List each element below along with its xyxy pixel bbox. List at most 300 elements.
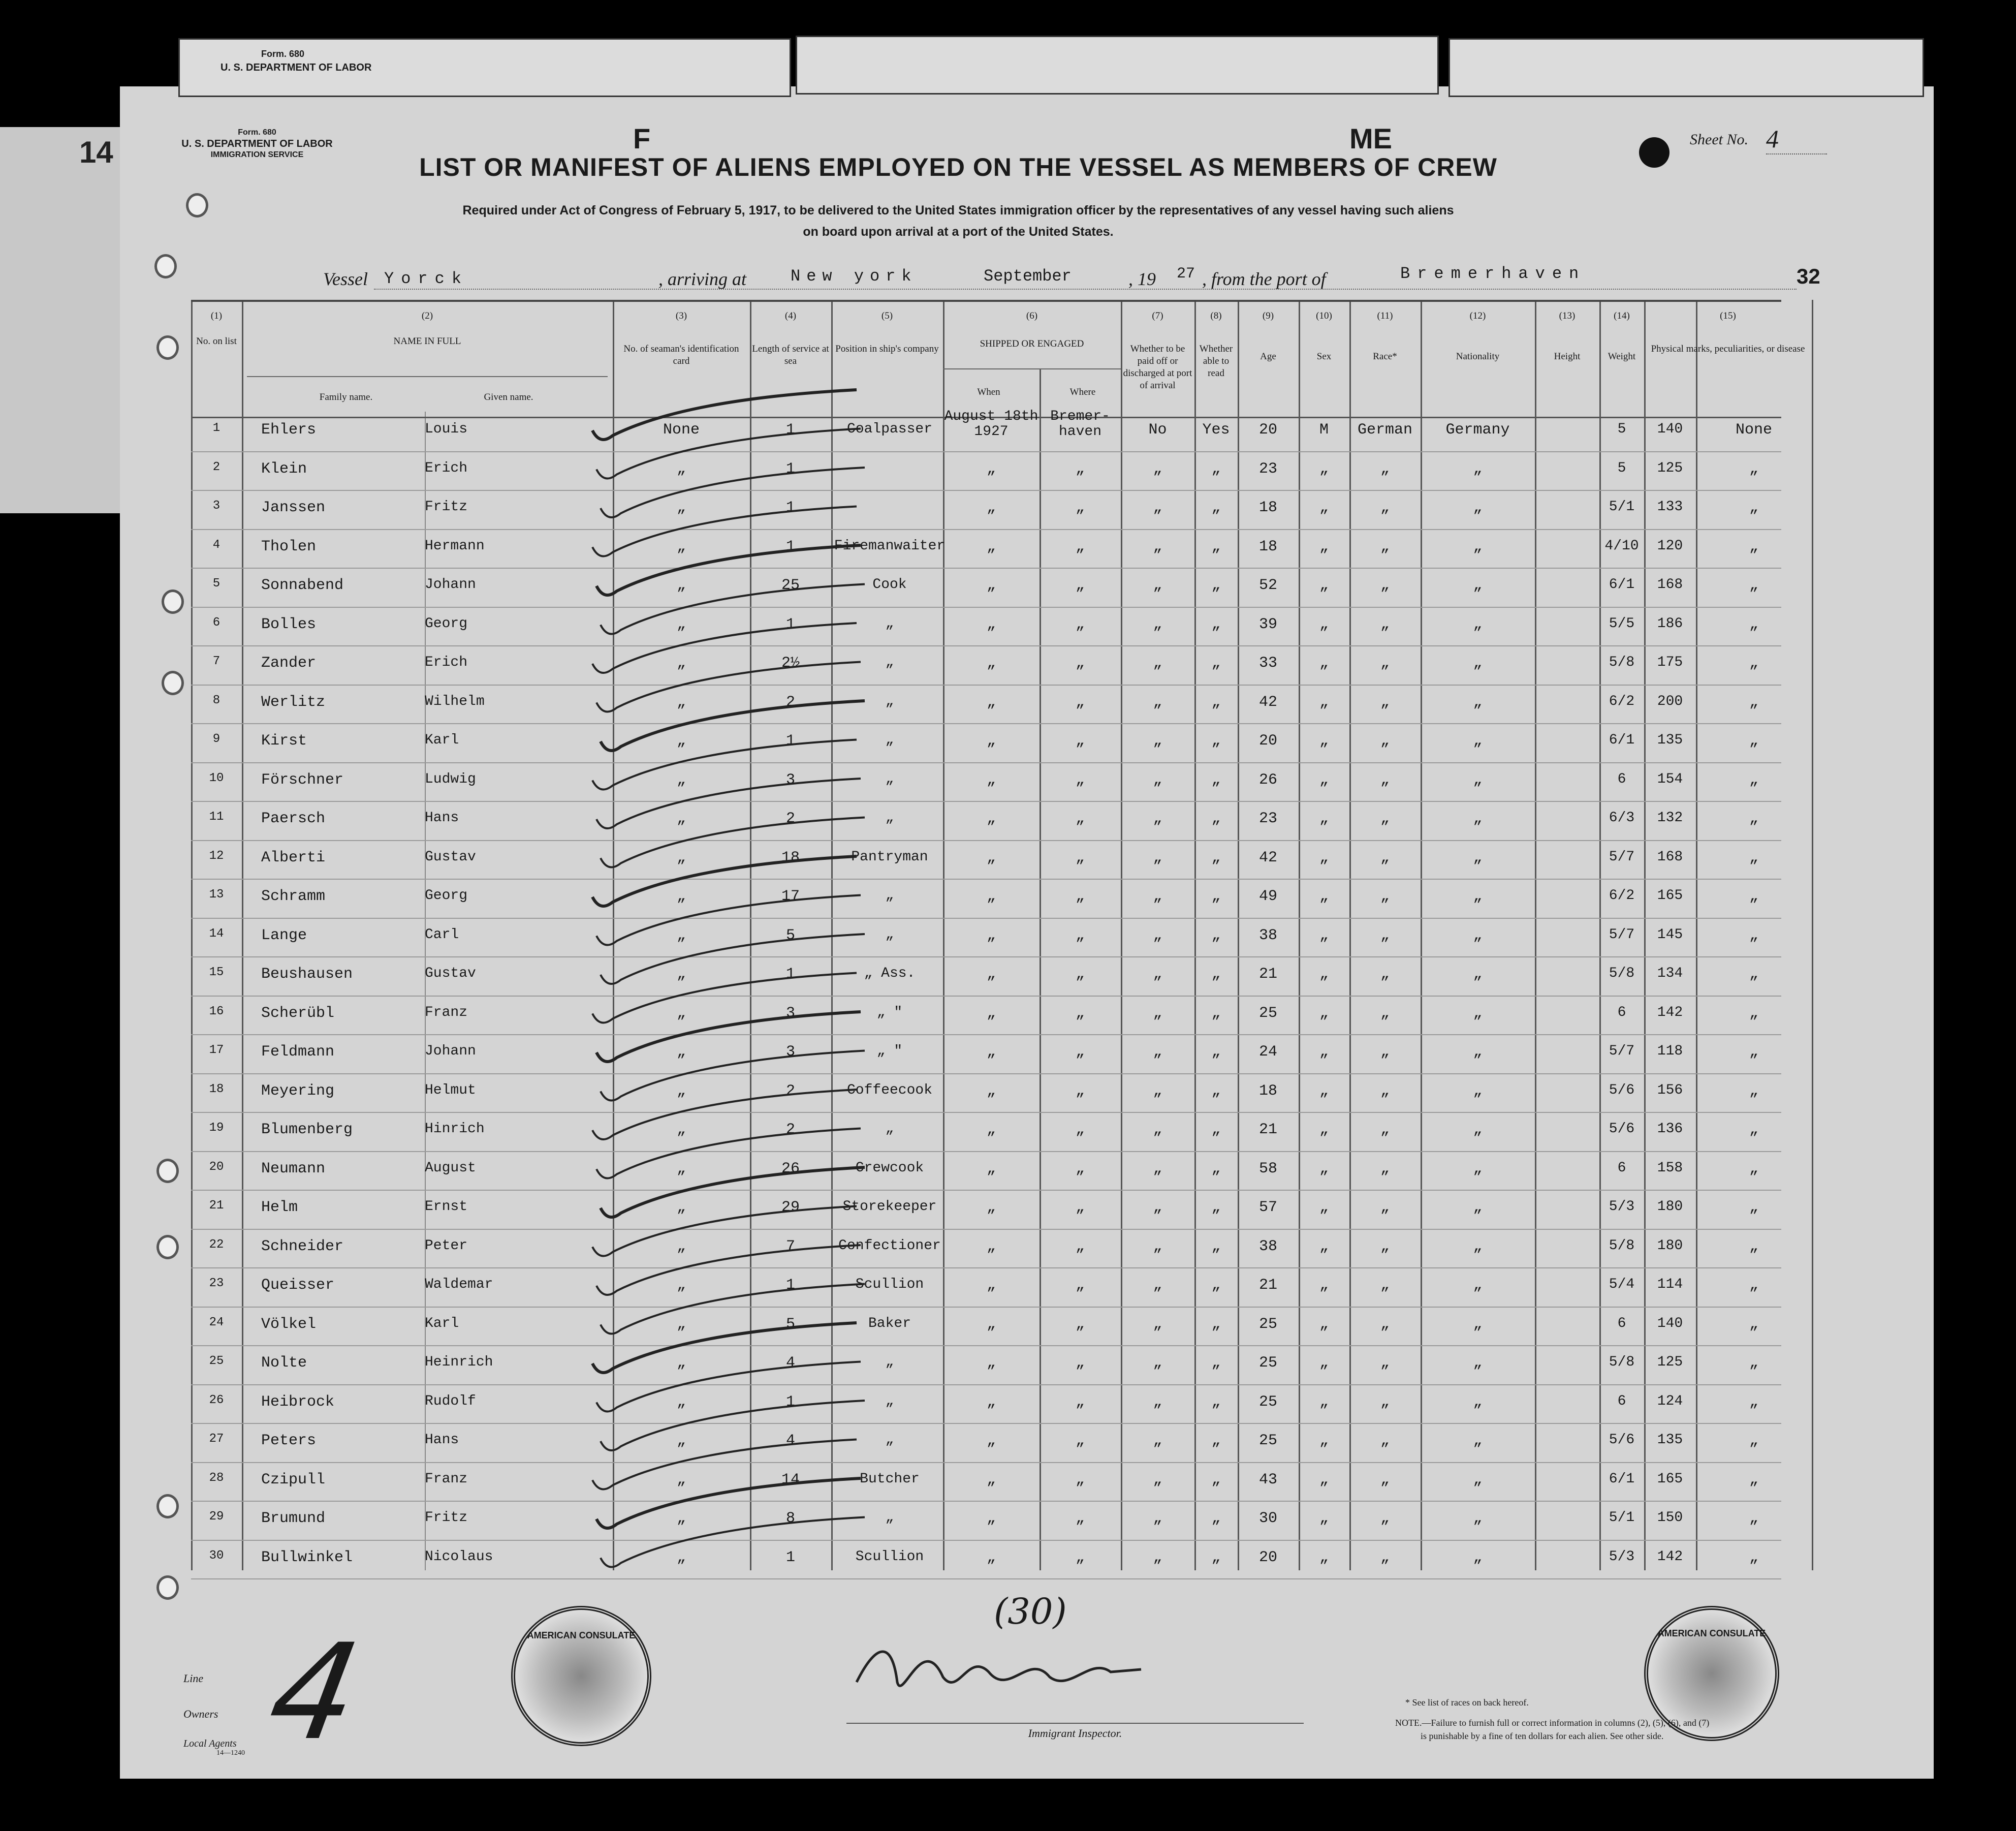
id-card-ditto: „ xyxy=(676,1548,686,1566)
weight: 180 xyxy=(1657,1199,1683,1215)
age: 25 xyxy=(1258,1354,1277,1372)
paid-off: No xyxy=(1148,421,1167,439)
nationality-ditto: „ xyxy=(1473,888,1483,905)
able-to-read-ditto: „ xyxy=(1211,732,1221,750)
shipped-where-ditto: „ xyxy=(1075,849,1085,866)
id-card-ditto: „ xyxy=(676,1471,686,1488)
column-label: SHIPPED OR ENGAGED xyxy=(980,338,1084,349)
shipped-when-ditto: „ xyxy=(986,460,996,478)
id-card-ditto: „ xyxy=(676,1160,686,1177)
manifest-subtitle-1: Required under Act of Congress of February 5, 1917, to be delivered to the United States immigration officer by the representatives of any vessel having such aliens xyxy=(462,203,1454,218)
service-length: 3 xyxy=(785,1004,795,1022)
weight: 200 xyxy=(1657,693,1683,709)
id-card-ditto: „ xyxy=(676,1043,686,1061)
consulate-seal-left xyxy=(511,1606,651,1746)
arrival-month: September xyxy=(984,267,1072,286)
row-number: 11 xyxy=(209,810,224,824)
shipped-when: August 18th 1927 xyxy=(944,409,1038,440)
sex-ditto: „ xyxy=(1319,577,1329,594)
paid-off-ditto: „ xyxy=(1153,1199,1162,1216)
shipped-where-ditto: „ xyxy=(1075,1082,1085,1100)
age: 25 xyxy=(1258,1393,1277,1411)
physical-marks-ditto: „ xyxy=(1749,732,1758,750)
physical-marks-ditto: „ xyxy=(1749,1199,1758,1216)
given-name: Erich xyxy=(425,460,468,476)
paid-off-ditto: „ xyxy=(1153,1082,1162,1100)
physical-marks-ditto: „ xyxy=(1749,888,1758,905)
age: 18 xyxy=(1258,1082,1277,1100)
ship-position: Coalpasser xyxy=(846,421,933,437)
race-ditto: „ xyxy=(1380,1354,1390,1372)
family-name: Scherübl xyxy=(261,1004,335,1022)
ship-position: „ " xyxy=(876,1004,903,1020)
handwritten-check-marks xyxy=(120,86,1934,1779)
sex-ditto: „ xyxy=(1319,655,1329,672)
nationality-ditto: „ xyxy=(1473,810,1483,827)
shipped-when-ditto: „ xyxy=(986,1432,996,1449)
sex-ditto: „ xyxy=(1319,693,1329,711)
inspector-signature xyxy=(846,1621,1151,1713)
check-mark xyxy=(601,1401,865,1450)
able-to-read-ditto: „ xyxy=(1211,1393,1221,1411)
column-number: (4) xyxy=(784,311,797,321)
height: 5/8 xyxy=(1609,966,1635,981)
row-number: 14 xyxy=(209,926,224,941)
ship-position: „ " xyxy=(876,1043,903,1059)
height: 5/1 xyxy=(1609,1510,1635,1526)
physical-marks-ditto: „ xyxy=(1749,1237,1758,1255)
service-length: 1 xyxy=(785,732,795,750)
race-ditto: „ xyxy=(1380,1432,1390,1449)
nationality-ditto: „ xyxy=(1473,1004,1483,1022)
race-ditto: „ xyxy=(1380,1510,1390,1527)
family-name: Tholen xyxy=(261,538,317,555)
column-label: NAME IN FULL xyxy=(393,336,461,347)
shipped-when-ditto: „ xyxy=(986,1510,996,1527)
able-to-read-ditto: „ xyxy=(1211,1315,1221,1333)
column-label: Nationality xyxy=(1456,351,1500,362)
nationality-ditto: „ xyxy=(1473,1160,1483,1177)
sex-ditto: „ xyxy=(1319,460,1329,478)
age: 57 xyxy=(1258,1199,1277,1216)
id-card-ditto: „ xyxy=(676,1393,686,1411)
given-name: Peter xyxy=(425,1237,468,1254)
paid-off-ditto: „ xyxy=(1153,1354,1162,1372)
able-to-read-ditto: „ xyxy=(1211,1160,1221,1177)
physical-marks-ditto: „ xyxy=(1749,577,1758,594)
race-ditto: „ xyxy=(1380,615,1390,633)
weight: 142 xyxy=(1657,1004,1683,1020)
family-name: Heibrock xyxy=(261,1393,335,1411)
race-ditto: „ xyxy=(1380,499,1390,516)
weight: 142 xyxy=(1657,1548,1683,1565)
race-ditto: „ xyxy=(1380,849,1390,866)
family-name: Kirst xyxy=(261,732,307,750)
sex-ditto: „ xyxy=(1319,771,1329,789)
id-card-ditto: „ xyxy=(676,1510,686,1527)
service-length: 3 xyxy=(785,771,795,789)
height: 5/6 xyxy=(1609,1121,1635,1137)
race-ditto: „ xyxy=(1380,693,1390,711)
ship-position: „ xyxy=(885,1432,894,1448)
weight: 140 xyxy=(1657,421,1683,437)
physical-marks-ditto: „ xyxy=(1749,1393,1758,1411)
given-name: Georg xyxy=(425,888,468,904)
able-to-read-ditto: „ xyxy=(1211,499,1221,516)
id-card-ditto: „ xyxy=(676,1121,686,1138)
weight: 186 xyxy=(1657,615,1683,632)
left-margin-number: 14 xyxy=(79,135,113,169)
ship-position: „ Ass. xyxy=(864,966,916,981)
paid-off-ditto: „ xyxy=(1153,1004,1162,1022)
race-ditto: „ xyxy=(1380,926,1390,944)
weight: 180 xyxy=(1657,1237,1683,1254)
family-name: Schneider xyxy=(261,1237,344,1255)
able-to-read-ditto: „ xyxy=(1211,1082,1221,1100)
nationality-ditto: „ xyxy=(1473,615,1483,633)
physical-marks-ditto: „ xyxy=(1749,655,1758,672)
paid-off-ditto: „ xyxy=(1153,460,1162,478)
row-number: 17 xyxy=(209,1043,224,1057)
age: 38 xyxy=(1258,1237,1277,1255)
physical-marks-ditto: „ xyxy=(1749,1121,1758,1138)
column-number: (6) xyxy=(1026,311,1038,321)
id-card-ditto: „ xyxy=(676,538,686,555)
shipped-when-ditto: „ xyxy=(986,888,996,905)
sex-ditto: „ xyxy=(1319,1160,1329,1177)
age: 20 xyxy=(1258,732,1277,750)
height: 6/1 xyxy=(1609,577,1635,593)
column-label: Whether able to read xyxy=(1199,344,1233,379)
check-mark xyxy=(601,701,865,751)
ship-position: Cook xyxy=(872,577,907,593)
row-number: 29 xyxy=(209,1510,224,1524)
service-length: 18 xyxy=(781,849,800,866)
shipped-when-ditto: „ xyxy=(986,615,996,633)
paid-off-ditto: „ xyxy=(1153,926,1162,944)
id-card-ditto: „ xyxy=(676,1004,686,1022)
height: 6/2 xyxy=(1609,693,1635,709)
height: 5/4 xyxy=(1609,1277,1635,1292)
column-number: (7) xyxy=(1152,311,1163,321)
sex-ditto: „ xyxy=(1319,1510,1329,1527)
nationality-ditto: „ xyxy=(1473,1548,1483,1566)
shipped-where-ditto: „ xyxy=(1075,1004,1085,1022)
service-length: 17 xyxy=(781,888,800,905)
weight: 168 xyxy=(1657,577,1683,593)
paid-off-ditto: „ xyxy=(1153,1121,1162,1138)
shipped-where: Bremer- haven xyxy=(1050,409,1110,440)
inspector-line xyxy=(846,1723,1304,1724)
able-to-read-ditto: „ xyxy=(1211,966,1221,983)
height: 5/6 xyxy=(1609,1082,1635,1098)
column-label: Weight xyxy=(1608,351,1636,362)
back-department: U. S. DEPARTMENT OF LABOR xyxy=(220,62,372,73)
nationality-ditto: „ xyxy=(1473,1432,1483,1449)
paid-off-ditto: „ xyxy=(1153,499,1162,516)
row-number: 30 xyxy=(209,1548,224,1563)
physical-marks-ditto: „ xyxy=(1749,1471,1758,1488)
ship-position: Scullion xyxy=(855,1277,924,1292)
race-ditto: „ xyxy=(1380,810,1390,827)
sex: M xyxy=(1319,421,1329,439)
race-ditto: „ xyxy=(1380,888,1390,905)
id-card-ditto: „ xyxy=(676,1082,686,1100)
given-name: Georg xyxy=(425,615,468,632)
paid-off-ditto: „ xyxy=(1153,1315,1162,1333)
race-ditto: „ xyxy=(1380,966,1390,983)
ship-position: „ xyxy=(885,1121,894,1137)
ship-position: „ xyxy=(885,1354,894,1370)
able-to-read-ditto: „ xyxy=(1211,771,1221,789)
family-name: Neumann xyxy=(261,1160,326,1177)
given-name: Hans xyxy=(425,810,459,826)
column-number: (9) xyxy=(1262,311,1274,321)
physical-marks-ditto: „ xyxy=(1749,1548,1758,1566)
shipped-where-ditto: „ xyxy=(1075,888,1085,905)
service-length: 1 xyxy=(785,1393,795,1411)
sex-ditto: „ xyxy=(1319,538,1329,555)
id-card-ditto: „ xyxy=(676,1277,686,1294)
id-card-ditto: „ xyxy=(676,1432,686,1449)
weight: 135 xyxy=(1657,732,1683,748)
shipped-when-ditto: „ xyxy=(986,499,996,516)
paid-off-ditto: „ xyxy=(1153,966,1162,983)
back-form-no: Form. 680 xyxy=(261,49,305,59)
weight: 133 xyxy=(1657,499,1683,515)
shipped-when-ditto: „ xyxy=(986,810,996,827)
race-ditto: „ xyxy=(1380,1277,1390,1294)
family-name: Meyering xyxy=(261,1082,335,1100)
able-to-read-ditto: „ xyxy=(1211,1277,1221,1294)
ship-position: Confectioner xyxy=(838,1237,941,1254)
shipped-where-ditto: „ xyxy=(1075,966,1085,983)
able-to-read-ditto: „ xyxy=(1211,1121,1221,1138)
race-ditto: „ xyxy=(1380,1548,1390,1566)
height: 5/8 xyxy=(1609,1237,1635,1254)
physical-marks-ditto: „ xyxy=(1749,460,1758,478)
paid-off-ditto: „ xyxy=(1153,1277,1162,1294)
physical-marks-ditto: „ xyxy=(1749,810,1758,827)
shipped-where-ditto: „ xyxy=(1075,1237,1085,1255)
family-name-header: Family name. xyxy=(319,392,373,402)
shipped-when-ditto: „ xyxy=(986,1354,996,1372)
height: 6/3 xyxy=(1609,810,1635,826)
paid-off-ditto: „ xyxy=(1153,693,1162,711)
height: 6/1 xyxy=(1609,732,1635,748)
race-ditto: „ xyxy=(1380,732,1390,750)
shipped-when-ditto: „ xyxy=(986,577,996,594)
service-length: 2 xyxy=(785,1121,795,1138)
shipped-where-ditto: „ xyxy=(1075,1471,1085,1488)
races-note: * See list of races on back hereof. xyxy=(1405,1697,1529,1708)
row-number: 2 xyxy=(212,460,220,474)
race-ditto: „ xyxy=(1380,1471,1390,1488)
service-length: 1 xyxy=(785,1548,795,1566)
race-ditto: „ xyxy=(1380,577,1390,594)
given-name: Gustav xyxy=(425,966,476,981)
shipped-when-ditto: „ xyxy=(986,771,996,789)
physical-marks-ditto: „ xyxy=(1749,1160,1758,1177)
shipped-when-ditto: „ xyxy=(986,538,996,555)
shipped-when-ditto: „ xyxy=(986,693,996,711)
able-to-read-ditto: „ xyxy=(1211,1510,1221,1527)
nationality-ditto: „ xyxy=(1473,771,1483,789)
family-name: Völkel xyxy=(261,1315,317,1333)
penalty-note-2: is punishable by a fine of ten dollars for each alien. See other side. xyxy=(1421,1731,1664,1741)
inspector-label: Immigrant Inspector. xyxy=(1028,1727,1122,1740)
able-to-read-ditto: „ xyxy=(1211,1199,1221,1216)
vessel-name: Yorck xyxy=(384,269,469,288)
weight: 145 xyxy=(1657,926,1683,943)
nationality-ditto: „ xyxy=(1473,926,1483,944)
able-to-read-ditto: „ xyxy=(1211,460,1221,478)
shipped-where-ditto: „ xyxy=(1075,810,1085,827)
able-to-read-ditto: „ xyxy=(1211,693,1221,711)
service-length: 1 xyxy=(785,460,795,478)
height: 6 xyxy=(1617,771,1626,787)
ship-position: „ xyxy=(885,655,894,670)
height: 5/1 xyxy=(1609,499,1635,515)
column-label: Whether to be paid off or discharged at port of arrival xyxy=(1123,344,1192,391)
seal-left-text: AMERICAN CONSULATE xyxy=(527,1630,636,1640)
race-ditto: „ xyxy=(1380,1160,1390,1177)
page-number: 32 xyxy=(1797,264,1820,288)
circled-total: (30) xyxy=(994,1591,1067,1632)
shipped-where-ditto: „ xyxy=(1075,1199,1085,1216)
vessel-label: Vessel xyxy=(323,269,368,289)
shipped-where-ditto: „ xyxy=(1075,577,1085,594)
paid-off-ditto: „ xyxy=(1153,849,1162,866)
shipped-when-ditto: „ xyxy=(986,1160,996,1177)
row-number: 3 xyxy=(212,499,220,513)
manifest-sheet xyxy=(79,49,1934,1779)
row-number: 5 xyxy=(212,577,220,591)
given-name: Nicolaus xyxy=(425,1548,493,1565)
able-to-read-ditto: „ xyxy=(1211,849,1221,866)
given-name-header: Given name. xyxy=(484,392,533,402)
family-name: Zander xyxy=(261,655,317,672)
race-ditto: „ xyxy=(1380,1121,1390,1138)
check-mark xyxy=(601,584,865,634)
sex-ditto: „ xyxy=(1319,1471,1329,1488)
ship-position: Crewcook xyxy=(855,1160,924,1176)
row-number: 21 xyxy=(209,1199,224,1213)
sex-ditto: „ xyxy=(1319,732,1329,750)
able-to-read-ditto: „ xyxy=(1211,1004,1221,1022)
weight: 124 xyxy=(1657,1393,1683,1409)
paid-off-ditto: „ xyxy=(1153,771,1162,789)
paid-off-ditto: „ xyxy=(1153,1432,1162,1449)
row-number: 19 xyxy=(209,1121,224,1135)
column-number: (15) xyxy=(1720,311,1736,321)
seal-right-text: AMERICAN CONSULATE xyxy=(1657,1628,1766,1638)
ship-position: „ xyxy=(885,693,894,709)
service-length: 5 xyxy=(785,1315,795,1333)
id-card-ditto: „ xyxy=(676,460,686,478)
ship-position: „ xyxy=(885,810,894,826)
row-number: 9 xyxy=(212,732,220,746)
nationality-ditto: „ xyxy=(1473,732,1483,750)
arrival-year: 27 xyxy=(1177,265,1195,283)
height: 5 xyxy=(1617,460,1626,476)
service-length: 14 xyxy=(781,1471,800,1488)
given-name: Franz xyxy=(425,1471,468,1487)
age: 21 xyxy=(1258,966,1277,983)
age: 23 xyxy=(1258,810,1277,827)
weight: 150 xyxy=(1657,1510,1683,1526)
manifest-title: LIST OR MANIFEST OF ALIENS EMPLOYED ON THE VESSEL AS MEMBERS OF CREW xyxy=(419,153,1497,181)
handwritten-line-count: 4 xyxy=(259,1616,370,1770)
line-label: Line xyxy=(183,1672,204,1685)
paid-off-ditto: „ xyxy=(1153,1471,1162,1488)
service-length: 1 xyxy=(785,538,795,555)
from-label: , from the port of xyxy=(1202,269,1326,289)
nationality-ditto: „ xyxy=(1473,1277,1483,1294)
nationality: Germany xyxy=(1445,421,1510,439)
underlying-ledger-strip xyxy=(0,127,120,513)
given-name: Fritz xyxy=(425,499,468,515)
weight: 168 xyxy=(1657,849,1683,865)
service-length: 2½ xyxy=(781,655,800,672)
age: 33 xyxy=(1258,655,1277,672)
given-name: Louis xyxy=(425,421,468,437)
age: 58 xyxy=(1258,1160,1277,1177)
sex-ditto: „ xyxy=(1319,926,1329,944)
age: 24 xyxy=(1258,1043,1277,1061)
paid-off-ditto: „ xyxy=(1153,1160,1162,1177)
family-name: Blumenberg xyxy=(261,1121,353,1138)
sex-ditto: „ xyxy=(1319,1004,1329,1022)
shipped-where-ditto: „ xyxy=(1075,655,1085,672)
paid-off-ditto: „ xyxy=(1153,1510,1162,1527)
shipped-when-ditto: „ xyxy=(986,1237,996,1255)
local-agents-code: 14—1240 xyxy=(216,1749,245,1757)
shipped-where-ditto: „ xyxy=(1075,1277,1085,1294)
ship-position: Firemanwaiter xyxy=(834,538,946,554)
column-number: (8) xyxy=(1210,311,1222,321)
height: 5 xyxy=(1617,421,1626,437)
age: 39 xyxy=(1258,615,1277,633)
id-card-ditto: „ xyxy=(676,771,686,789)
id-card-ditto: „ xyxy=(676,810,686,827)
race: German xyxy=(1357,421,1413,439)
given-name: Johann xyxy=(425,1043,476,1059)
nationality-ditto: „ xyxy=(1473,1199,1483,1216)
given-name: Fritz xyxy=(425,1510,468,1526)
column-label: Age xyxy=(1260,351,1276,362)
service-length: 7 xyxy=(785,1237,795,1255)
age: 18 xyxy=(1258,538,1277,555)
family-name: Schramm xyxy=(261,888,326,905)
row-number: 8 xyxy=(212,693,220,707)
sex-ditto: „ xyxy=(1319,1121,1329,1138)
paid-off-ditto: „ xyxy=(1153,1043,1162,1061)
family-name: Klein xyxy=(261,460,307,478)
row-number: 28 xyxy=(209,1471,224,1485)
physical-marks-ditto: „ xyxy=(1749,1277,1758,1294)
shipped-where-ditto: „ xyxy=(1075,460,1085,478)
row-number: 1 xyxy=(212,421,220,435)
height: 5/7 xyxy=(1609,1043,1635,1059)
paid-off-ditto: „ xyxy=(1153,615,1162,633)
family-name: Bolles xyxy=(261,615,317,633)
given-name: Waldemar xyxy=(425,1277,493,1292)
ship-position: „ xyxy=(885,926,894,943)
shipped-when-ditto: „ xyxy=(986,1121,996,1138)
check-mark xyxy=(601,1167,865,1217)
shipped-when-ditto: „ xyxy=(986,1082,996,1100)
